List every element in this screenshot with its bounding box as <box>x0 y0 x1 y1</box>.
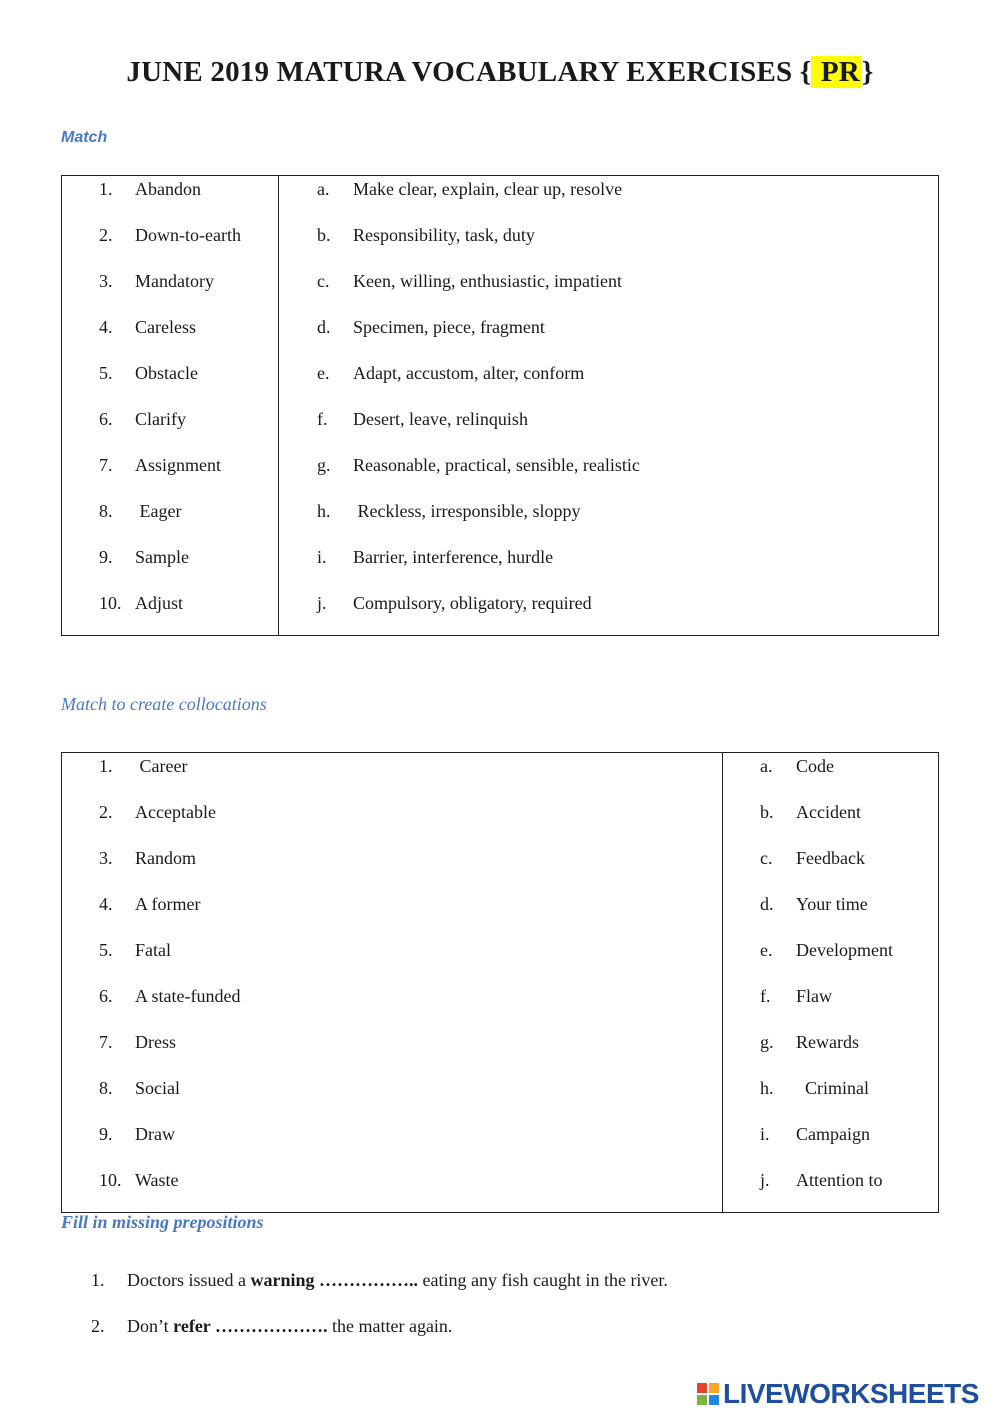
table-divider <box>722 753 723 1212</box>
item-number: 6. <box>99 986 113 1006</box>
item-text: Down-to-earth <box>135 225 241 245</box>
list-item <box>99 592 183 614</box>
list-item <box>760 1169 883 1191</box>
list-item <box>99 985 240 1007</box>
title-main: JUNE 2019 MATURA VOCABULARY EXERCISES { <box>126 56 812 88</box>
item-text: Compulsory, obligatory, required <box>353 593 592 613</box>
item-letter: a. <box>760 756 773 776</box>
item-number: 3. <box>99 848 113 868</box>
item-letter: j. <box>760 1170 770 1190</box>
item-number: 5. <box>99 363 113 383</box>
item-number: 4. <box>99 894 113 914</box>
list-item <box>99 1031 176 1053</box>
fill-item-pre: Doctors issued a <box>127 1270 251 1290</box>
item-letter: i. <box>760 1124 770 1144</box>
item-letter: f. <box>317 409 328 429</box>
item-number: 3. <box>99 271 113 291</box>
item-text: Attention to <box>796 1170 883 1190</box>
logo-text: LIVEWORKSHEETS <box>723 1378 979 1409</box>
item-text: Career <box>135 756 188 776</box>
fill-item-number: 1. <box>91 1270 105 1290</box>
item-letter: d. <box>317 317 331 337</box>
item-text: Accident <box>796 802 861 822</box>
item-number: 10. <box>99 1170 122 1190</box>
logo-square <box>697 1395 707 1405</box>
list-item <box>760 893 868 915</box>
logo-square <box>709 1383 719 1393</box>
item-letter: i. <box>317 547 327 567</box>
fill-item <box>91 1270 668 1291</box>
list-item <box>760 847 865 869</box>
item-text: Development <box>796 940 893 960</box>
item-text: Reasonable, practical, sensible, realistic <box>353 455 640 475</box>
item-number: 1. <box>99 179 113 199</box>
item-text: Campaign <box>796 1124 870 1144</box>
item-number: 1. <box>99 756 113 776</box>
list-item <box>760 1077 869 1099</box>
list-item <box>99 500 181 522</box>
section-prepositions-label: Fill in missing prepositions <box>61 1212 264 1232</box>
item-text: Keen, willing, enthusiastic, impatient <box>353 271 622 291</box>
fill-item <box>91 1316 452 1337</box>
list-item <box>760 1031 859 1053</box>
fill-item-keyword: warning …………….. <box>250 1270 418 1290</box>
item-text: Make clear, explain, clear up, resolve <box>353 179 623 199</box>
list-item <box>760 985 832 1007</box>
item-text: Draw <box>135 1124 175 1144</box>
fill-item-number: 2. <box>91 1316 105 1336</box>
item-text: Code <box>796 756 834 776</box>
item-number: 2. <box>99 802 113 822</box>
liveworksheets-logo <box>697 1378 979 1410</box>
fill-item-post: eating any fish caught in the river. <box>418 1270 668 1290</box>
item-text: Obstacle <box>135 363 198 383</box>
list-item <box>317 224 535 246</box>
item-text: Mandatory <box>135 271 214 291</box>
item-text: Dress <box>135 1032 176 1052</box>
list-item <box>317 408 528 430</box>
item-number: 6. <box>99 409 113 429</box>
item-letter: b. <box>760 802 774 822</box>
item-number: 8. <box>99 501 113 521</box>
item-text: Careless <box>135 317 196 337</box>
item-letter: b. <box>317 225 331 245</box>
logo-square <box>709 1395 719 1405</box>
fill-item-pre: Don’t <box>127 1316 174 1336</box>
item-text: Rewards <box>796 1032 859 1052</box>
item-letter: f. <box>760 986 771 1006</box>
list-item <box>99 939 171 961</box>
list-item <box>99 847 196 869</box>
list-item <box>317 316 545 338</box>
list-item <box>99 316 196 338</box>
item-letter: c. <box>760 848 773 868</box>
item-text: Feedback <box>796 848 865 868</box>
item-text: Assignment <box>135 455 222 475</box>
list-item <box>317 592 592 614</box>
item-number: 7. <box>99 1032 113 1052</box>
list-item <box>317 270 622 292</box>
item-number: 8. <box>99 1078 113 1098</box>
list-item <box>317 454 640 476</box>
item-text: Adjust <box>135 593 184 613</box>
item-number: 10. <box>99 593 122 613</box>
item-letter: h. <box>317 501 331 521</box>
list-item <box>99 224 241 246</box>
title-highlight: PR <box>813 56 860 88</box>
item-number: 9. <box>99 1124 113 1144</box>
list-item <box>99 362 198 384</box>
item-text: Flaw <box>796 986 832 1006</box>
list-item <box>99 893 200 915</box>
liveworksheets-icon <box>697 1383 719 1405</box>
item-letter: c. <box>317 271 330 291</box>
fill-item-keyword: refer ………………. <box>173 1316 328 1336</box>
list-item <box>99 801 216 823</box>
list-item <box>760 1123 870 1145</box>
list-item <box>760 755 834 777</box>
section-match-label: Match <box>61 129 108 146</box>
item-letter: e. <box>317 363 330 383</box>
item-text: A former <box>135 894 201 914</box>
item-letter: e. <box>760 940 773 960</box>
list-item <box>99 755 187 777</box>
item-text: Criminal <box>796 1078 869 1098</box>
item-letter: d. <box>760 894 774 914</box>
list-item <box>99 270 214 292</box>
item-text: Social <box>135 1078 180 1098</box>
list-item <box>99 408 186 430</box>
logo-square <box>697 1383 707 1393</box>
list-item <box>99 1077 180 1099</box>
table-divider <box>278 176 279 635</box>
list-item <box>99 178 201 200</box>
item-number: 7. <box>99 455 113 475</box>
match-table <box>61 175 939 636</box>
item-text: Desert, leave, relinquish <box>353 409 528 429</box>
list-item <box>317 500 580 522</box>
list-item <box>99 1123 175 1145</box>
item-text: Abandon <box>135 179 201 199</box>
item-text: Fatal <box>135 940 171 960</box>
list-item <box>317 178 622 200</box>
item-text: Your time <box>796 894 868 914</box>
item-text: Random <box>135 848 196 868</box>
list-item <box>99 1169 179 1191</box>
item-text: Reckless, irresponsible, sloppy <box>353 501 581 521</box>
item-letter: g. <box>317 455 331 475</box>
item-number: 5. <box>99 940 113 960</box>
item-text: Responsibility, task, duty <box>353 225 535 245</box>
title-end: } <box>861 56 874 88</box>
list-item <box>99 546 189 568</box>
list-item <box>317 546 553 568</box>
item-text: Adapt, accustom, alter, conform <box>353 363 585 383</box>
item-text: Eager <box>135 501 182 521</box>
item-text: Sample <box>135 547 189 567</box>
item-number: 9. <box>99 547 113 567</box>
item-letter: h. <box>760 1078 774 1098</box>
item-number: 2. <box>99 225 113 245</box>
section-collocations-label: Match to create collocations <box>61 694 267 714</box>
item-number: 4. <box>99 317 113 337</box>
item-letter: g. <box>760 1032 774 1052</box>
collocations-table <box>61 752 939 1213</box>
list-item <box>317 362 584 384</box>
item-text: Specimen, piece, fragment <box>353 317 545 337</box>
list-item <box>760 801 861 823</box>
item-text: Barrier, interference, hurdle <box>353 547 554 567</box>
item-text: Clarify <box>135 409 186 429</box>
list-item <box>760 939 893 961</box>
item-letter: j. <box>317 593 327 613</box>
list-item <box>99 454 221 476</box>
item-text: Acceptable <box>135 802 216 822</box>
item-text: A state-funded <box>135 986 241 1006</box>
item-letter: a. <box>317 179 330 199</box>
page-title <box>0 56 1000 89</box>
fill-item-post: the matter again. <box>327 1316 453 1336</box>
item-text: Waste <box>135 1170 179 1190</box>
